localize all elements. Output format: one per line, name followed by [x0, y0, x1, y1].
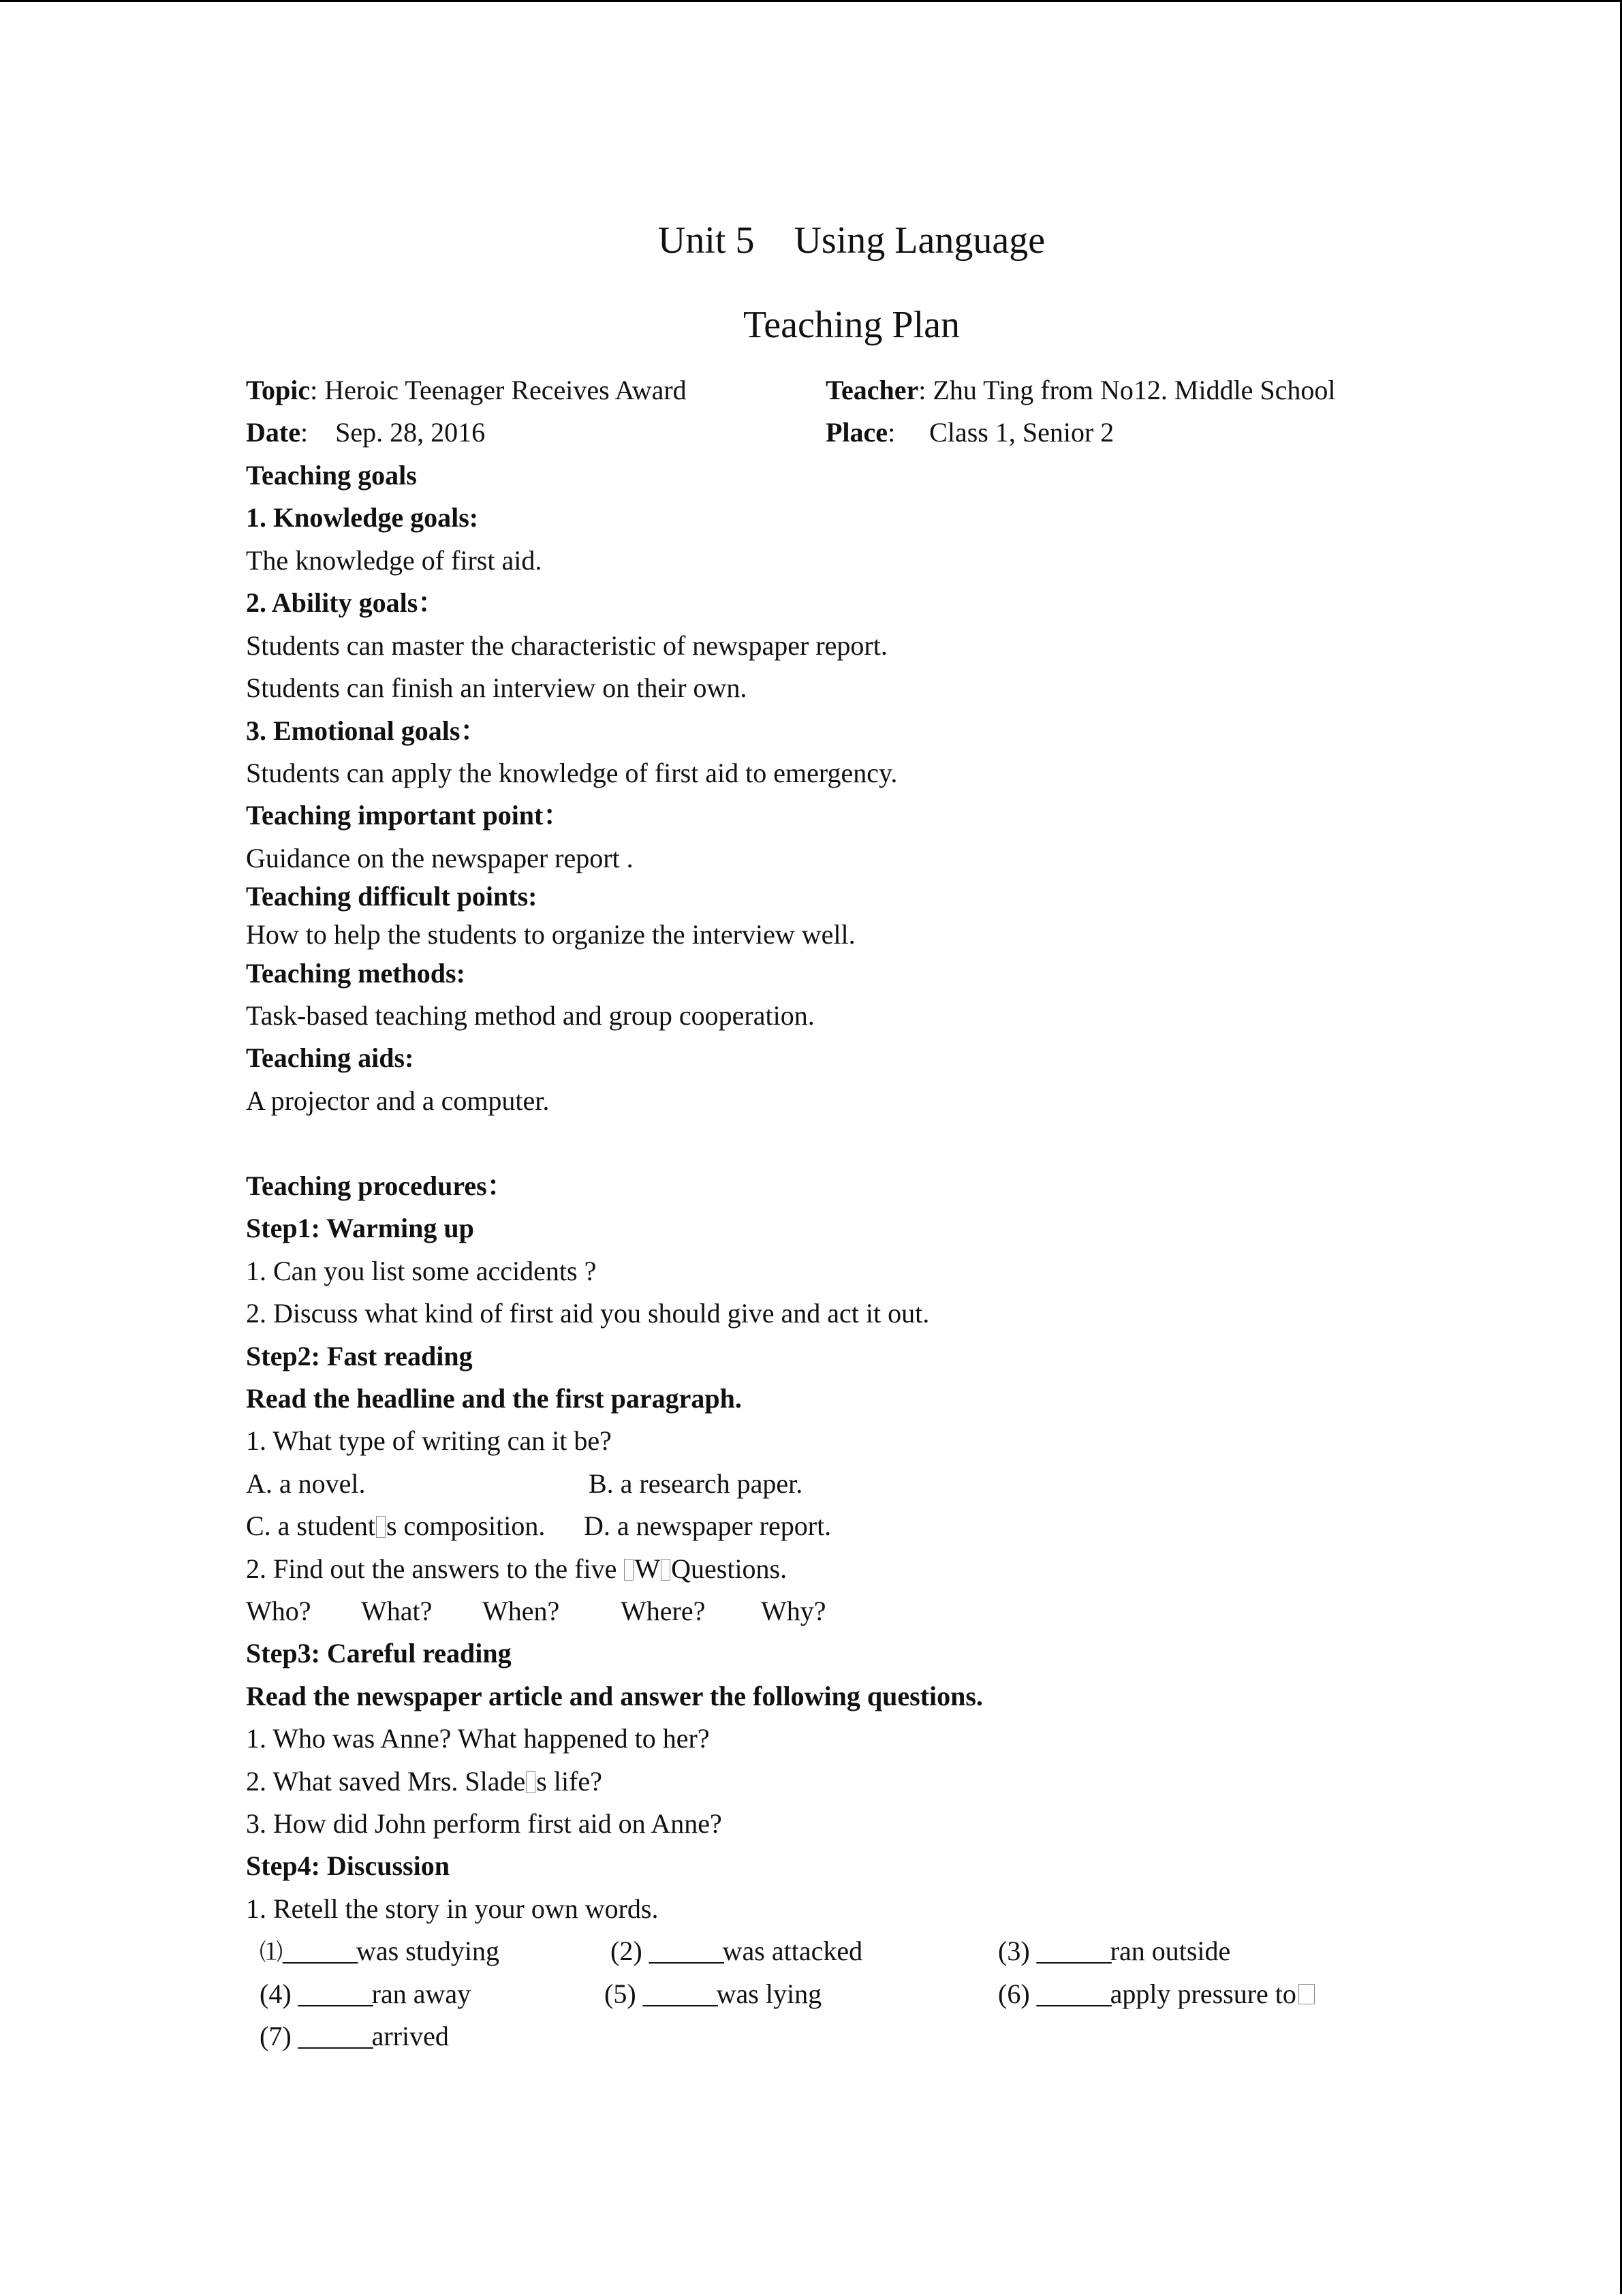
date-label: Date [246, 417, 300, 448]
ability-text-1: Students can master the characteristic of newspaper report. [246, 630, 888, 661]
retell-item-2: (2) ______was attacked [610, 1936, 863, 1966]
blank-line: ______ [649, 1936, 723, 1966]
step3-question-1: 1. Who was Anne? What happened to her? [246, 1723, 710, 1754]
step3-question-2: 2. What saved Mrs. Slade s life? [246, 1766, 602, 1797]
topic-label: Topic [246, 375, 311, 405]
ability-heading: 2. Ability goals： [246, 587, 446, 618]
document-page [0, 2, 1622, 2296]
place-label: Place [826, 417, 888, 448]
retell-item-6: (6) ______apply pressure to [998, 1981, 1317, 2008]
emotional-text: Students can apply the knowledge of first aid to emergency. [246, 758, 898, 788]
missing-glyph-icon [624, 1559, 634, 1581]
missing-glyph-icon [1298, 1984, 1315, 2004]
important-heading: Teaching important point： [246, 800, 571, 831]
retell-item-7: (7) ______arrived [260, 2021, 449, 2051]
step3-question-3: 3. How did John perform first aid on Anne? [246, 1808, 722, 1839]
option-b: B. a research paper. [589, 1468, 803, 1499]
date-value: : Sep. 28, 2016 [300, 417, 486, 448]
unit-label: Unit 5 [657, 219, 755, 262]
retell-item-1: ⑴______was studying [260, 1936, 499, 1966]
teacher-label: Teacher [826, 375, 919, 405]
step3-heading: Step3: Careful reading [246, 1638, 512, 1669]
procedures-heading: Teaching procedures： [246, 1170, 514, 1201]
methods-text: Task-based teaching method and group cooperation. [246, 1000, 815, 1031]
w-question-when: When? [482, 1596, 560, 1626]
missing-glyph-icon [661, 1559, 670, 1581]
w-question-where: Where? [621, 1596, 706, 1626]
step1-question-1: 1. Can you list some accidents ? [246, 1256, 597, 1286]
retell-item-5: (5) ______was lying [604, 1979, 822, 2009]
unit-title [0, 219, 1622, 262]
option-c: C. a student s composition. [246, 1510, 546, 1541]
methods-heading: Teaching methods: [246, 958, 465, 989]
retell-item-3: (3) ______ran outside [998, 1936, 1231, 1966]
missing-glyph-icon [526, 1771, 535, 1793]
step2-question-2: 2. Find out the answers to the five W Questions. [246, 1553, 787, 1584]
step4-heading: Step4: Discussion [246, 1850, 450, 1881]
emotional-heading: 3. Emotional goals： [246, 715, 488, 746]
date-line [246, 419, 485, 446]
place-value: : Class 1, Senior 2 [888, 417, 1114, 448]
goals-heading: Teaching goals [246, 460, 417, 491]
ability-text-2: Students can finish an interview on their own. [246, 672, 747, 703]
option-d: D. a newspaper report. [584, 1510, 832, 1541]
blank-line: ______ [1036, 1936, 1110, 1966]
retell-item-4: (4) ______ran away [260, 1979, 471, 2009]
blank-line: ______ [298, 1979, 372, 2009]
w-question-why: Why? [761, 1596, 826, 1626]
blank-line: ______ [283, 1936, 356, 1966]
step4-question-1: 1. Retell the story in your own words. [246, 1893, 659, 1924]
w-question-who: Who? [246, 1596, 311, 1626]
blank-line: ______ [1036, 1979, 1110, 2009]
difficult-heading: Teaching difficult points: [246, 881, 537, 912]
option-a: A. a novel. [246, 1468, 366, 1499]
blank-line: ______ [298, 2021, 372, 2051]
knowledge-text: The knowledge of first aid. [246, 545, 542, 576]
important-text: Guidance on the newspaper report . [246, 843, 634, 873]
step2-heading: Step2: Fast reading [246, 1341, 473, 1371]
blank-line: ______ [642, 1979, 717, 2009]
missing-glyph-icon [376, 1516, 386, 1538]
difficult-text: How to help the students to organize the interview well. [246, 919, 856, 950]
teacher-value: : Zhu Ting from No12. Middle School [918, 375, 1336, 405]
step2-instruction: Read the headline and the first paragraph. [246, 1383, 742, 1414]
step2-question-1: 1. What type of writing can it be? [246, 1425, 612, 1456]
unit-subtitle: Using Language [794, 219, 1046, 262]
w-question-what: What? [361, 1596, 433, 1626]
plan-title: Teaching Plan [743, 304, 960, 346]
step3-instruction: Read the newspaper article and answer the following questions. [246, 1681, 983, 1711]
aids-text: A projector and a computer. [246, 1085, 550, 1116]
knowledge-heading: 1. Knowledge goals: [246, 502, 479, 533]
step1-question-2: 2. Discuss what kind of first aid you should give and act it out. [246, 1298, 930, 1329]
aids-heading: Teaching aids: [246, 1042, 414, 1073]
place-line [826, 419, 1114, 446]
teacher-line [826, 377, 1336, 404]
topic-line [246, 377, 687, 404]
topic-value: : Heroic Teenager Receives Award [310, 375, 687, 405]
step1-heading: Step1: Warming up [246, 1213, 474, 1243]
